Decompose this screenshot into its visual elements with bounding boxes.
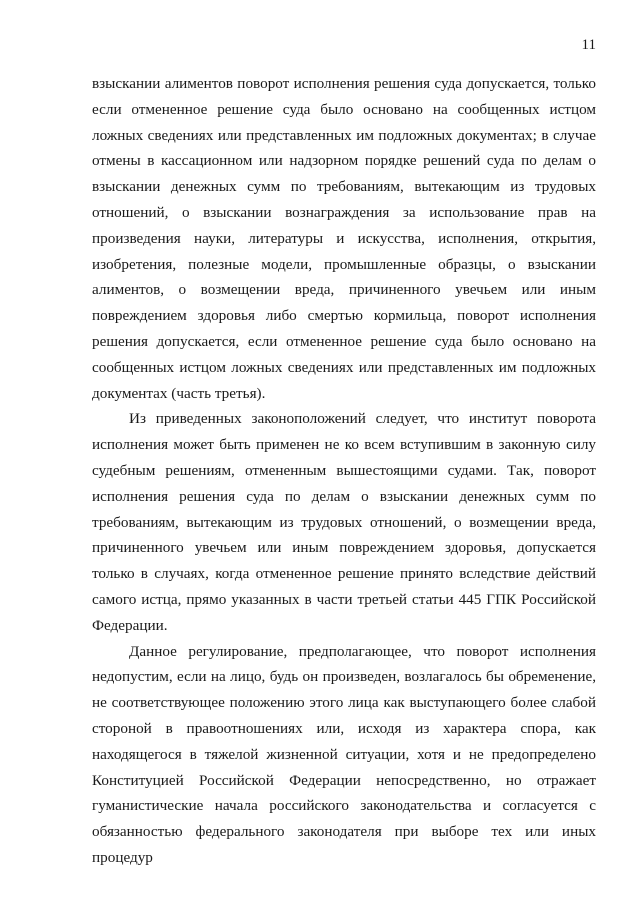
- paragraph-continued: взыскании алиментов поворот исполнения решения суда допускается, только если отмененное решение суда было основано на сообщенных истцом ложных сведениях или представленных им подложных документах; в случае отмены в кассационном или надзорном порядке решений суда по делам о взыскании денежных сумм по требованиям, вытекающим из трудовых отношений, о взыскании вознаграждения за использование прав на произведения науки, литературы и искусства, исполнения, открытия, изобретения, полезные модели, промышленные образцы, о взыскании алиментов, о возмещении вреда, причиненного увечьем или иным повреждением здоровья либо смертью кормильца, поворот исполнения решения допускается, если отмененное решение суда было основано на сообщенных истцом ложных сведениях или представленных им подложных документах (часть третья).: [92, 75, 596, 402]
- document-body: [92, 71, 596, 871]
- paragraph: Данное регулирование, предполагающее, что поворот исполнения недопустим, если на лицо, будь он произведен, возлагалось бы обременение, не соответствующее положению этого лица как выступающего более слабой стороной в правоотношениях или, исходя из характера спора, как находящегося в тяжелой жизненной ситуации, хотя и не предопределено Конституцией Российской Федерации непосредственно, но отражает гуманистические начала российского законодательства и согласуется с обязанностью федерального законодателя при выборе тех или иных процедур: [92, 642, 596, 866]
- paragraph: Из приведенных законоположений следует, что институт поворота исполнения может быть применен не ко всем вступившим в законную силу судебным решениям, отмененным вышестоящими судами. Так, поворот исполнения решения суда по делам о взыскании денежных сумм по требованиям, вытекающим из трудовых отношений, о возмещении вреда, причиненного увечьем или иным повреждением здоровья, допускается только в случаях, когда отмененное решение принято вследствие действий самого истца, прямо указанных в части третьей статьи 445 ГПК Российской Федерации.: [92, 410, 596, 634]
- page-number: 11: [581, 37, 596, 53]
